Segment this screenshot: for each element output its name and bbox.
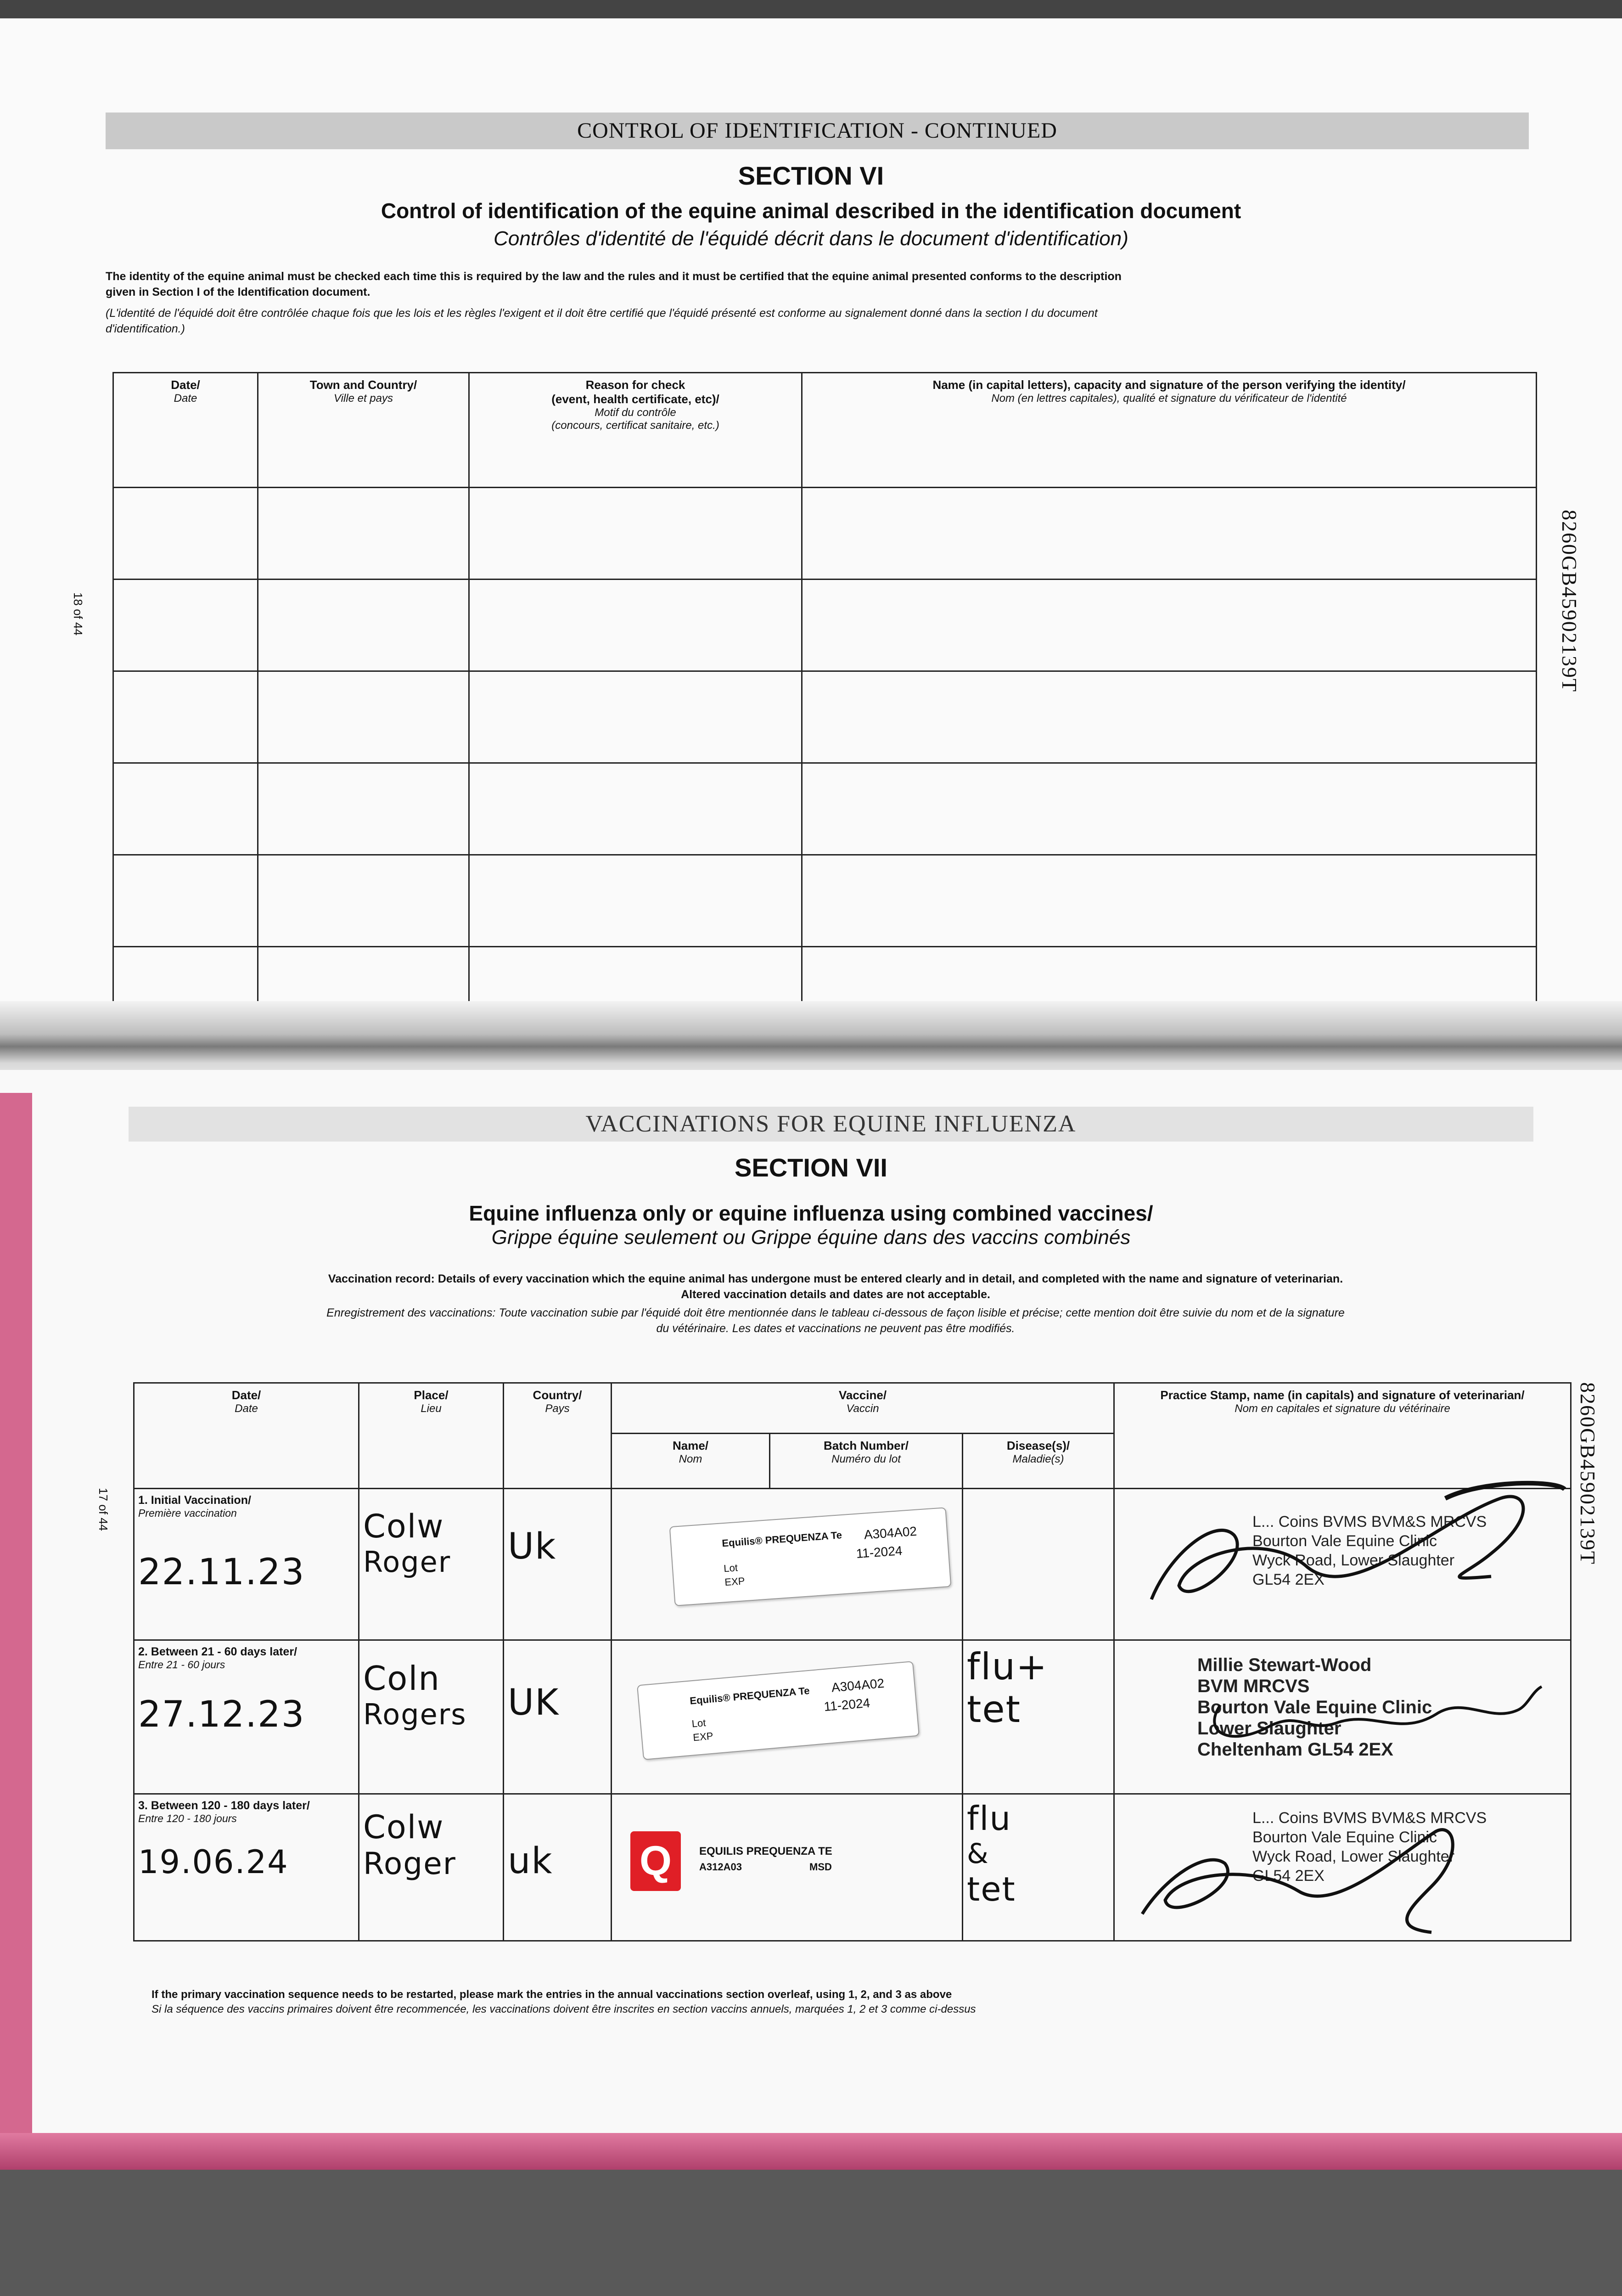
page-number-top: 18 of 44 bbox=[71, 592, 85, 636]
header-place: Place/ Lieu bbox=[359, 1383, 504, 1489]
row2-stamp-cell bbox=[1114, 1640, 1571, 1794]
vaccination-table-header bbox=[134, 1383, 1571, 1434]
footnote-en: If the primary vaccination sequence needs to be restarted, please mark the entries in the annual vaccinations section overleaf, using 1, 2, and 3 as above bbox=[152, 1988, 952, 2001]
pink-cover-edge bbox=[0, 1093, 32, 2163]
row3-place-line1: Colw bbox=[363, 1808, 444, 1846]
side-code-bottom: 8260GB45902139T bbox=[1576, 1382, 1600, 1565]
header-disease: Disease(s)/ Maladie(s) bbox=[963, 1434, 1114, 1489]
intro-fr-line-1: Enregistrement des vaccinations: Toute vaccination subie par l'équidé doit être mentionnée dans le tableau ci-dessous de façon lisible et précise; cette mention doit être suivie du nom et de la signature bbox=[326, 1306, 1345, 1319]
intro-fr-line-1: (L'identité de l'équidé doit être contrôlée chaque fois que les lois et les règles l'exigent et il doit être certifié que l'équidé présenté est conforme au signalement donné dans la section I du document bbox=[106, 307, 1098, 320]
row2-place-cell bbox=[359, 1640, 504, 1794]
row3-date: 19.06.24 bbox=[138, 1843, 289, 1881]
section-vi-title: Control of identification of the equine animal described in the identification document bbox=[381, 199, 1241, 223]
intro-en-line-2: Altered vaccination details and dates are not acceptable. bbox=[681, 1288, 990, 1301]
intro-fr-line-2: du vétérinaire. Les dates et vaccinations ne peuvent pas être modifiés. bbox=[656, 1322, 1015, 1335]
header-verifier: Name (in capital letters), capacity and signature of the person verifying the identity/ Nom (en lettres capitales), qualité et signature du vérificateur de l'identité bbox=[802, 373, 1537, 488]
row1-place-line1: Colw bbox=[363, 1508, 444, 1545]
header-date: Date/ Date bbox=[113, 373, 258, 488]
table-row bbox=[113, 488, 1537, 580]
row3-batch: A312A03 bbox=[699, 1861, 742, 1873]
row2-vaccine-sticker bbox=[637, 1661, 920, 1760]
table-row bbox=[134, 1489, 1571, 1640]
section-vii-title: Equine influenza only or equine influenza using combined vaccines/ bbox=[469, 1201, 1153, 1225]
msd-logo: MSD bbox=[809, 1861, 832, 1873]
row2-disease-cell bbox=[963, 1640, 1114, 1794]
row3-vaccine-cell bbox=[612, 1794, 963, 1941]
pink-cover-bottom bbox=[0, 2133, 1622, 2170]
row1-country-cell bbox=[504, 1489, 612, 1640]
row2-date-cell: 2. Between 21 - 60 days later/ Entre 21 - 60 jours 27.12.23 bbox=[134, 1640, 359, 1794]
row1-expiry: 11-2024 bbox=[855, 1543, 903, 1561]
row1-country: Uk bbox=[508, 1526, 557, 1567]
header-vaccine-name: Name/ Nom bbox=[612, 1434, 770, 1489]
intro-en-line-2: given in Section I of the Identification document. bbox=[106, 286, 370, 298]
row1-stamp-cell bbox=[1114, 1489, 1571, 1640]
section-vi-heading: SECTION VI bbox=[738, 161, 884, 190]
row3-disease-line3: tet bbox=[967, 1870, 1016, 1908]
table-row bbox=[113, 763, 1537, 855]
vaccination-table bbox=[133, 1382, 1571, 1941]
header-reason: Reason for check (event, health certificate, etc)/ Motif du contrôle (concours, certificat sanitaire, etc.) bbox=[469, 373, 802, 488]
section-vii-intro-en bbox=[129, 1271, 1543, 1302]
row1-signature bbox=[1115, 1462, 1569, 1636]
table-row bbox=[134, 1794, 1571, 1941]
row2-disease-line1: flu+ bbox=[967, 1645, 1048, 1688]
row2-expiry: 11-2024 bbox=[823, 1695, 871, 1714]
section-vii-heading: SECTION VII bbox=[735, 1153, 887, 1182]
row3-vet-stamp: L... Coins BVMS BVM&S MRCVS Bourton Vale Equine Clinic Wyck Road, Lower Slaughter GL54 2EX bbox=[1252, 1809, 1487, 1885]
scanner-edge-top bbox=[0, 0, 1622, 21]
header-date: Date/ Date bbox=[134, 1383, 359, 1489]
row2-vet-stamp: Millie Stewart-Wood BVM MRCVS Bourton Vale Equine Clinic Lower Slaughter Cheltenham GL54 2EX bbox=[1197, 1655, 1432, 1760]
row3-country: uk bbox=[508, 1840, 553, 1882]
row2-country: UK bbox=[508, 1682, 560, 1723]
row2-country-cell bbox=[504, 1640, 612, 1794]
section-vii-subtitle: Grippe équine seulement ou Grippe équine dans des vaccins combinés bbox=[491, 1226, 1131, 1249]
identity-check-table bbox=[112, 372, 1537, 1035]
header-vaccine: Vaccine/ Vaccin bbox=[612, 1383, 1114, 1434]
row1-exp-label: EXP bbox=[724, 1575, 746, 1588]
section-vii-intro-fr bbox=[129, 1305, 1543, 1336]
row1-batch: A304A02 bbox=[863, 1524, 917, 1542]
section-banner-top: CONTROL OF IDENTIFICATION - CONTINUED bbox=[106, 113, 1529, 149]
row3-country-cell bbox=[504, 1794, 612, 1941]
intro-fr-line-2: d'identification.) bbox=[106, 322, 185, 335]
row1-place-line2: Roger bbox=[363, 1545, 451, 1579]
row2-vaccine-name: Equilis® PREQUENZA Te bbox=[689, 1684, 810, 1707]
row2-place-line2: Rogers bbox=[363, 1698, 467, 1731]
row3-signature bbox=[1115, 1795, 1569, 1941]
header-practice-stamp: Practice Stamp, name (in capitals) and signature of veterinarian/ Nom en capitales et signature du vétérinaire bbox=[1114, 1383, 1571, 1489]
row3-vaccine-name: EQUILIS PREQUENZA TE bbox=[699, 1845, 832, 1857]
row1-vaccine-sticker bbox=[669, 1507, 952, 1606]
header-town: Town and Country/ Ville et pays bbox=[258, 373, 469, 488]
table-row bbox=[113, 580, 1537, 671]
row2-signature bbox=[1115, 1641, 1569, 1792]
row2-batch: A304A02 bbox=[831, 1676, 885, 1695]
row3-disease-line2: & bbox=[967, 1838, 989, 1870]
row1-date: 22.11.23 bbox=[138, 1552, 305, 1593]
row3-disease-line1: flu bbox=[967, 1799, 1011, 1838]
row2-vaccine-cell bbox=[612, 1640, 963, 1794]
row1-lot-label: Lot bbox=[723, 1562, 738, 1575]
section-vi-subtitle: Contrôles d'identité de l'équidé décrit dans le document d'identification) bbox=[494, 227, 1128, 250]
page-number-bottom: 17 of 44 bbox=[96, 1488, 110, 1531]
row2-date: 27.12.23 bbox=[138, 1694, 305, 1735]
row1-vaccine-cell bbox=[612, 1489, 963, 1640]
section-vi-intro-fr bbox=[106, 305, 1538, 337]
section-vi-intro-en bbox=[106, 269, 1538, 300]
row1-vet-stamp: L... Coins BVMS BVM&S MRCVS Bourton Vale Equine Clinic Wyck Road, Lower Slaughter GL54 2EX bbox=[1252, 1513, 1487, 1588]
intro-en-line-1: Vaccination record: Details of every vaccination which the equine animal has undergone must be entered clearly and in detail, and completed with the name and signature of veterinarian. bbox=[328, 1272, 1343, 1285]
side-code-top: 8260GB45902139T bbox=[1558, 510, 1581, 692]
row3-place-cell bbox=[359, 1794, 504, 1941]
footnote-fr: Si la séquence des vaccins primaires doivent être recommencée, les vaccinations doivent être inscrites en section vaccins annuels, marquées 1, 2 et 3 comme ci-dessus bbox=[152, 2003, 976, 2015]
table-row bbox=[113, 671, 1537, 763]
row3-place-line2: Roger bbox=[363, 1846, 456, 1881]
row1-place-cell bbox=[359, 1489, 504, 1640]
header-country: Country/ Pays bbox=[504, 1383, 612, 1489]
identity-table-header bbox=[113, 373, 1537, 488]
row3-stamp-cell bbox=[1114, 1794, 1571, 1941]
row3-date-cell: 3. Between 120 - 180 days later/ Entre 120 - 180 jours 19.06.24 bbox=[134, 1794, 359, 1941]
table-row bbox=[113, 855, 1537, 947]
section-banner-bottom: VACCINATIONS FOR EQUINE INFLUENZA bbox=[129, 1107, 1533, 1142]
row2-lot-label: Lot bbox=[691, 1716, 707, 1730]
row1-date-cell: 1. Initial Vaccination/ Première vaccination 22.11.23 bbox=[134, 1489, 359, 1640]
row2-exp-label: EXP bbox=[692, 1730, 714, 1744]
table-row bbox=[134, 1640, 1571, 1794]
header-batch: Batch Number/ Numéro du lot bbox=[770, 1434, 963, 1489]
equilis-q-logo: Q bbox=[630, 1831, 681, 1891]
scanner-bed bbox=[0, 2170, 1622, 2296]
row2-disease-line2: tet bbox=[967, 1688, 1021, 1731]
row3-disease-cell bbox=[963, 1794, 1114, 1941]
row1-vaccine-name: Equilis® PREQUENZA Te bbox=[721, 1529, 842, 1549]
row2-place-line1: Coln bbox=[363, 1659, 440, 1698]
intro-en-line-1: The identity of the equine animal must be checked each time this is required by the law and the rules and it must be certified that the equine animal presented conforms to the description bbox=[106, 270, 1122, 283]
row1-disease-cell bbox=[963, 1489, 1114, 1640]
